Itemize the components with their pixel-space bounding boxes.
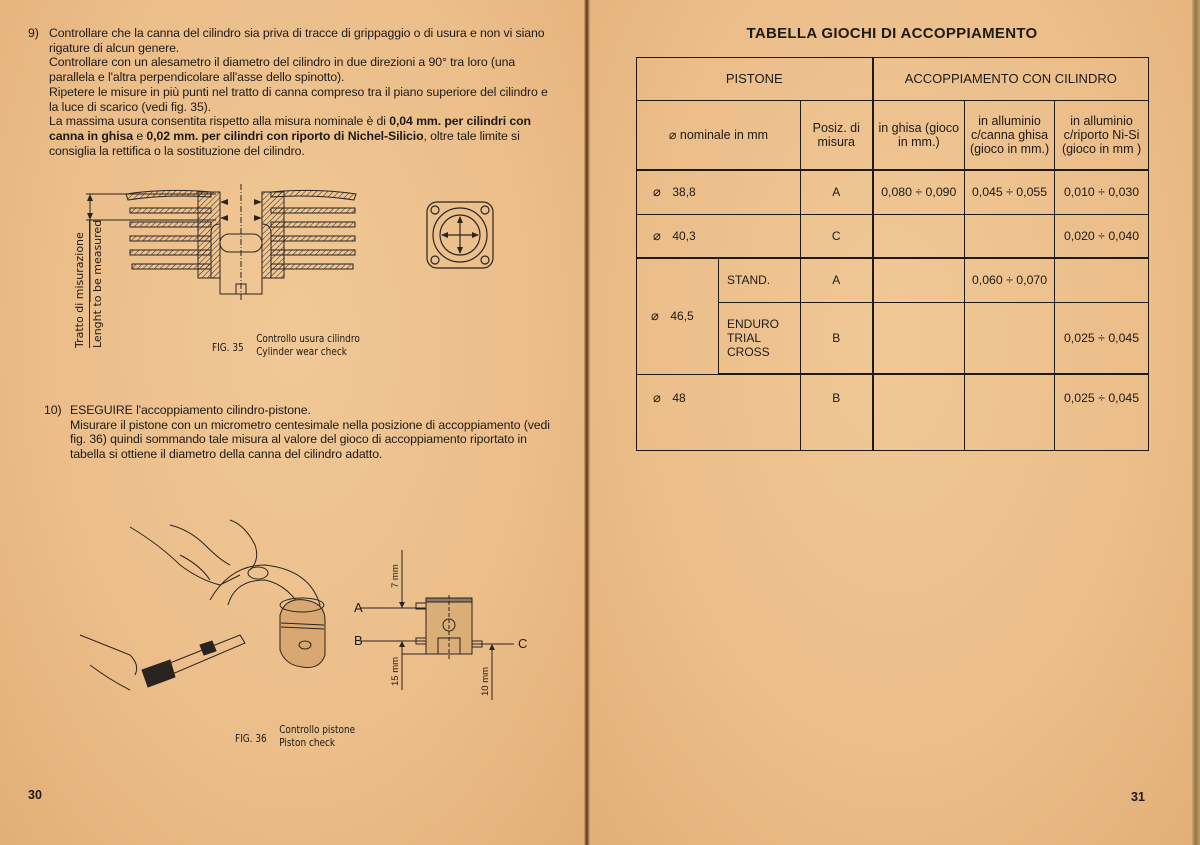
figure-35-caption-it: Controllo usura cilindro bbox=[256, 333, 360, 345]
alu-nisi-cell: 0,025 ÷ 0,045 bbox=[1055, 302, 1149, 374]
diameter-value: 40,3 bbox=[672, 228, 696, 243]
diameter-icon: ⌀ bbox=[653, 184, 661, 200]
dimension-7mm: 7 mm bbox=[390, 564, 401, 588]
ghisa-cell bbox=[873, 374, 965, 450]
variant-trial: TRIAL bbox=[727, 330, 762, 345]
variant-cell bbox=[719, 302, 801, 374]
col-header-alu-ghisa: in alluminio c/canna ghisa (gioco in mm.) bbox=[965, 101, 1055, 171]
ghisa-cell bbox=[873, 214, 965, 258]
group-header-pistone: PISTONE bbox=[637, 58, 873, 101]
table-row bbox=[637, 374, 1149, 450]
clearance-table bbox=[636, 57, 1149, 451]
figure-35-caption-en: Cylinder wear check bbox=[256, 346, 347, 358]
diameter-value: 46,5 bbox=[670, 309, 694, 324]
section-10-text: Misurare il pistone con un micrometro centesimale nella posizione di accoppiamento (vedi fig. 36) quindi sommando tale misura al valore del gioco di accoppiamento riportato in tabella si ottiene il diametro della canna del cilindro adatto. bbox=[70, 417, 550, 462]
section-9 bbox=[28, 26, 548, 158]
section-9-mid: e bbox=[133, 128, 147, 143]
measure-length-label bbox=[72, 220, 106, 348]
section-10-heading: ESEGUIRE l'accoppiamento cilindro-pistone. bbox=[70, 403, 311, 417]
page-number-right: 31 bbox=[1131, 790, 1145, 804]
figure-36-caption-it: Controllo pistone bbox=[279, 724, 356, 736]
diameter-icon: ⌀ bbox=[651, 308, 659, 324]
section-10-number: 10) bbox=[44, 403, 62, 417]
diameter-cell bbox=[637, 374, 801, 450]
page-number-left: 30 bbox=[28, 788, 42, 802]
measure-length-label-it: Tratto di misurazione bbox=[72, 220, 90, 348]
page-edge bbox=[1192, 0, 1200, 845]
diameter-cell bbox=[637, 170, 801, 214]
diameter-cell bbox=[637, 258, 719, 374]
cylinder-cross-section-icon bbox=[86, 184, 366, 304]
diameter-icon: ⌀ bbox=[653, 390, 661, 405]
diameter-cell bbox=[637, 214, 801, 258]
section-10 bbox=[44, 403, 564, 462]
section-9-line-2: Controllare con un alesametro il diametro del cilindro in due direzioni a 90° tra loro (una parallela e l'altra perpendicolare all'asse dello spinotto). bbox=[49, 55, 516, 85]
point-b-label: B bbox=[354, 633, 363, 648]
alu-ghisa-cell bbox=[965, 374, 1055, 450]
figure-36-caption bbox=[235, 724, 355, 750]
dimension-15mm: 15 mm bbox=[390, 656, 401, 686]
group-header-accoppiamento: ACCOPPIAMENTO CON CILINDRO bbox=[873, 58, 1149, 101]
variant-cell: STAND. bbox=[719, 258, 801, 302]
section-9-bold-nisi: 0,02 mm. per cilindri con riporto di Nichel-Silicio bbox=[146, 128, 424, 143]
position-cell: A bbox=[801, 170, 873, 214]
alu-ghisa-cell bbox=[965, 302, 1055, 374]
cylinder-top-view-icon bbox=[425, 200, 495, 270]
col-header-position: Posiz. di misura bbox=[801, 101, 873, 171]
section-9-line-4: La massima usura consentita rispetto alla misura nominale è di bbox=[49, 114, 390, 129]
col-header-alu-nisi: in alluminio c/riporto Ni-Si (gioco in mm ) bbox=[1055, 101, 1149, 171]
micrometer-hand-icon bbox=[80, 505, 330, 715]
col-header-diameter: ⌀ nominale in mm bbox=[637, 101, 801, 171]
point-c-label: C bbox=[518, 636, 528, 651]
position-cell: A bbox=[801, 258, 873, 302]
diameter-icon: ⌀ bbox=[653, 227, 661, 243]
section-9-number: 9) bbox=[28, 26, 39, 40]
table-row bbox=[637, 170, 1149, 214]
position-cell: B bbox=[801, 302, 873, 374]
position-cell: C bbox=[801, 214, 873, 258]
group-header-row bbox=[637, 58, 1149, 101]
section-9-bold-ghisa: 0,04 mm. per cilindri con canna in ghisa bbox=[49, 114, 531, 143]
alu-ghisa-cell: 0,060 ÷ 0,070 bbox=[965, 258, 1055, 302]
point-a-label: A bbox=[354, 600, 363, 615]
section-9-tail: , oltre tale limite si consiglia la rettifica o la sostituzione del cilindro. bbox=[49, 128, 520, 158]
alu-nisi-cell bbox=[1055, 258, 1149, 302]
position-cell: B bbox=[801, 374, 873, 450]
table-row bbox=[637, 214, 1149, 258]
diameter-value: 38,8 bbox=[672, 185, 696, 200]
book-spine bbox=[584, 0, 590, 845]
section-9-line-1: Controllare che la canna del cilindro sia priva di tracce di grippaggio o di usura e non vi siano rigature di alcun genere. bbox=[49, 26, 545, 55]
figure-36-label: FIG. 36 bbox=[235, 733, 267, 745]
diameter-value: 48 bbox=[672, 391, 686, 405]
section-9-line-3: Ripetere le misure in più punti nel tratto di canna compreso tra il piano superiore del cilindro e la luce di scarico (vedi fig. 35). bbox=[49, 84, 548, 114]
column-header-row bbox=[637, 101, 1149, 171]
ghisa-cell bbox=[873, 258, 965, 302]
figure-35-caption bbox=[212, 333, 360, 359]
ghisa-cell bbox=[873, 302, 965, 374]
table-row bbox=[637, 258, 1149, 302]
variant-cross: CROSS bbox=[727, 344, 770, 359]
alu-nisi-cell: 0,020 ÷ 0,040 bbox=[1055, 214, 1149, 258]
ghisa-cell: 0,080 ÷ 0,090 bbox=[873, 170, 965, 214]
figure-36-caption-en: Piston check bbox=[279, 737, 336, 749]
alu-nisi-cell: 0,025 ÷ 0,045 bbox=[1055, 374, 1149, 450]
figure-35-label: FIG. 35 bbox=[212, 342, 244, 354]
alu-nisi-cell: 0,010 ÷ 0,030 bbox=[1055, 170, 1149, 214]
alu-ghisa-cell: 0,045 ÷ 0,055 bbox=[965, 170, 1055, 214]
alu-ghisa-cell bbox=[965, 214, 1055, 258]
variant-enduro: ENDURO bbox=[727, 316, 780, 331]
col-header-ghisa: in ghisa (gioco in mm.) bbox=[873, 101, 965, 171]
measure-length-label-en: Lenght to be measured bbox=[91, 219, 104, 348]
piston-side-view-icon bbox=[352, 550, 542, 710]
dimension-10mm: 10 mm bbox=[480, 666, 491, 696]
table-title: TABELLA GIOCHI DI ACCOPPIAMENTO bbox=[746, 25, 1038, 42]
